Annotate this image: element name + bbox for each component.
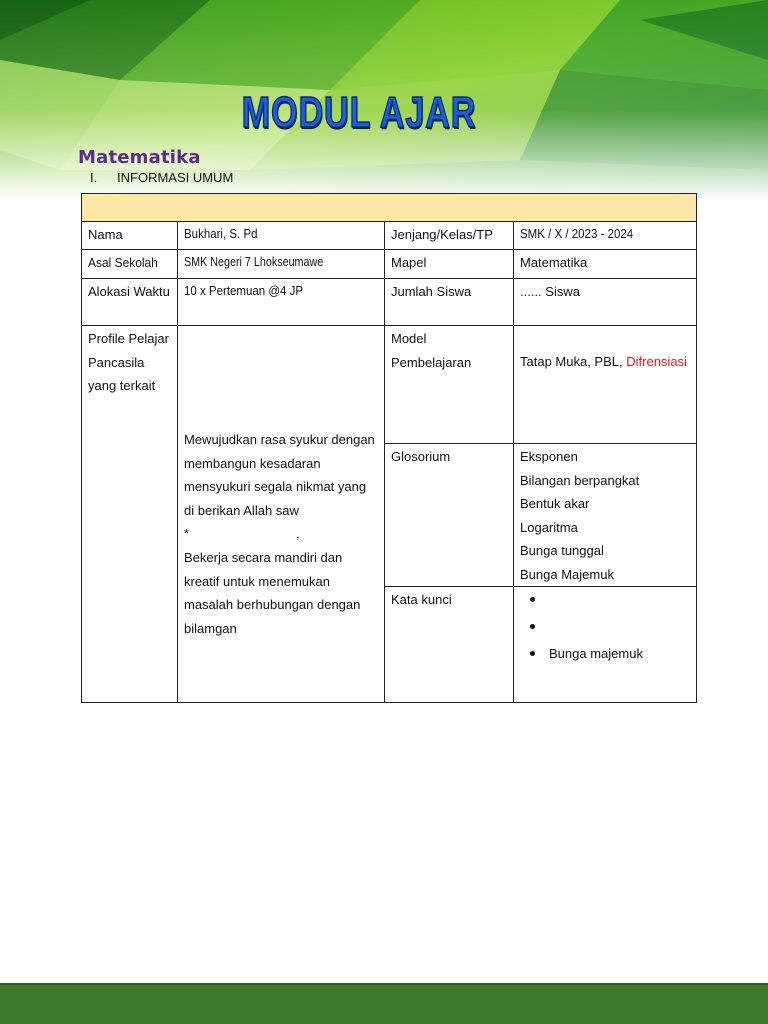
profile-text-1: Mewujudkan rasa syukur dengan membangun kesadaran mensyukuri segala nikmat yang di berikan Allah saw <box>184 432 375 518</box>
value-mapel: Matematika <box>514 250 697 279</box>
value-profile-pelajar <box>178 326 385 703</box>
label-kata-kunci: Kata kunci <box>385 587 514 703</box>
value-model-pembelajaran: Tatap Muka, PBL, Difrensiasi <box>514 326 697 444</box>
label-model-pembelajaran: Model Pembelajaran <box>385 326 514 444</box>
section-number: I. <box>90 170 98 185</box>
keyword-list <box>520 588 690 669</box>
table-header-row <box>82 194 697 222</box>
glossary-item: Eksponen <box>520 449 578 464</box>
value-jenjang: SMK / X / 2023 - 2024 <box>514 222 697 250</box>
profile-marker-line: * , <box>184 526 300 541</box>
table-row <box>82 222 697 250</box>
profile-text-2: Bekerja secara mandiri dan kreatif untuk menemukan masalah berhubungan dengan bilamgan <box>184 550 361 636</box>
value-asal-sekolah: SMK Negeri 7 Lhokseumawe <box>178 250 385 279</box>
label-jumlah-siswa: Jumlah Siswa <box>385 279 514 326</box>
document-title: MODUL AJAR <box>241 88 477 137</box>
label-nama: Nama <box>82 222 178 250</box>
label-glosorium: Glosorium <box>385 444 514 587</box>
glossary-item: Bentuk akar <box>520 496 590 511</box>
model-highlight: Difrensiasi <box>626 354 687 369</box>
footer-bar <box>0 983 768 1024</box>
table-header-cell <box>82 194 697 222</box>
value-alokasi-waktu: 10 x Pertemuan @4 JP <box>178 279 385 326</box>
table-row <box>82 326 697 444</box>
table-row <box>82 250 697 279</box>
label-asal-sekolah: Asal Sekolah <box>82 250 178 279</box>
glossary-item: Logaritma <box>520 519 578 535</box>
section-title: INFORMASI UMUM <box>117 170 234 185</box>
label-jenjang: Jenjang/Kelas/TP <box>385 222 514 250</box>
value-glosorium <box>514 444 697 587</box>
info-table <box>81 193 697 703</box>
label-profile-pelajar: Profile Pelajar Pancasila yang terkait <box>82 326 178 703</box>
label-mapel: Mapel <box>385 250 514 279</box>
glossary-item: Bunga tunggal <box>520 543 604 558</box>
table-row <box>82 279 697 326</box>
value-kata-kunci <box>514 587 697 703</box>
keyword-item: Bunga majemuk <box>528 642 690 669</box>
value-jumlah-siswa: ...... Siswa <box>514 279 697 326</box>
subject-heading: Matematika <box>78 147 201 168</box>
keyword-item <box>528 588 690 615</box>
keyword-item <box>528 615 690 642</box>
label-alokasi-waktu: Alokasi Waktu <box>82 279 178 326</box>
glossary-item: Bunga Majemuk <box>520 566 614 582</box>
glossary-item: Bilangan berpangkat <box>520 472 640 488</box>
value-nama: Bukhari, S. Pd <box>178 222 385 250</box>
section-heading <box>90 170 233 185</box>
